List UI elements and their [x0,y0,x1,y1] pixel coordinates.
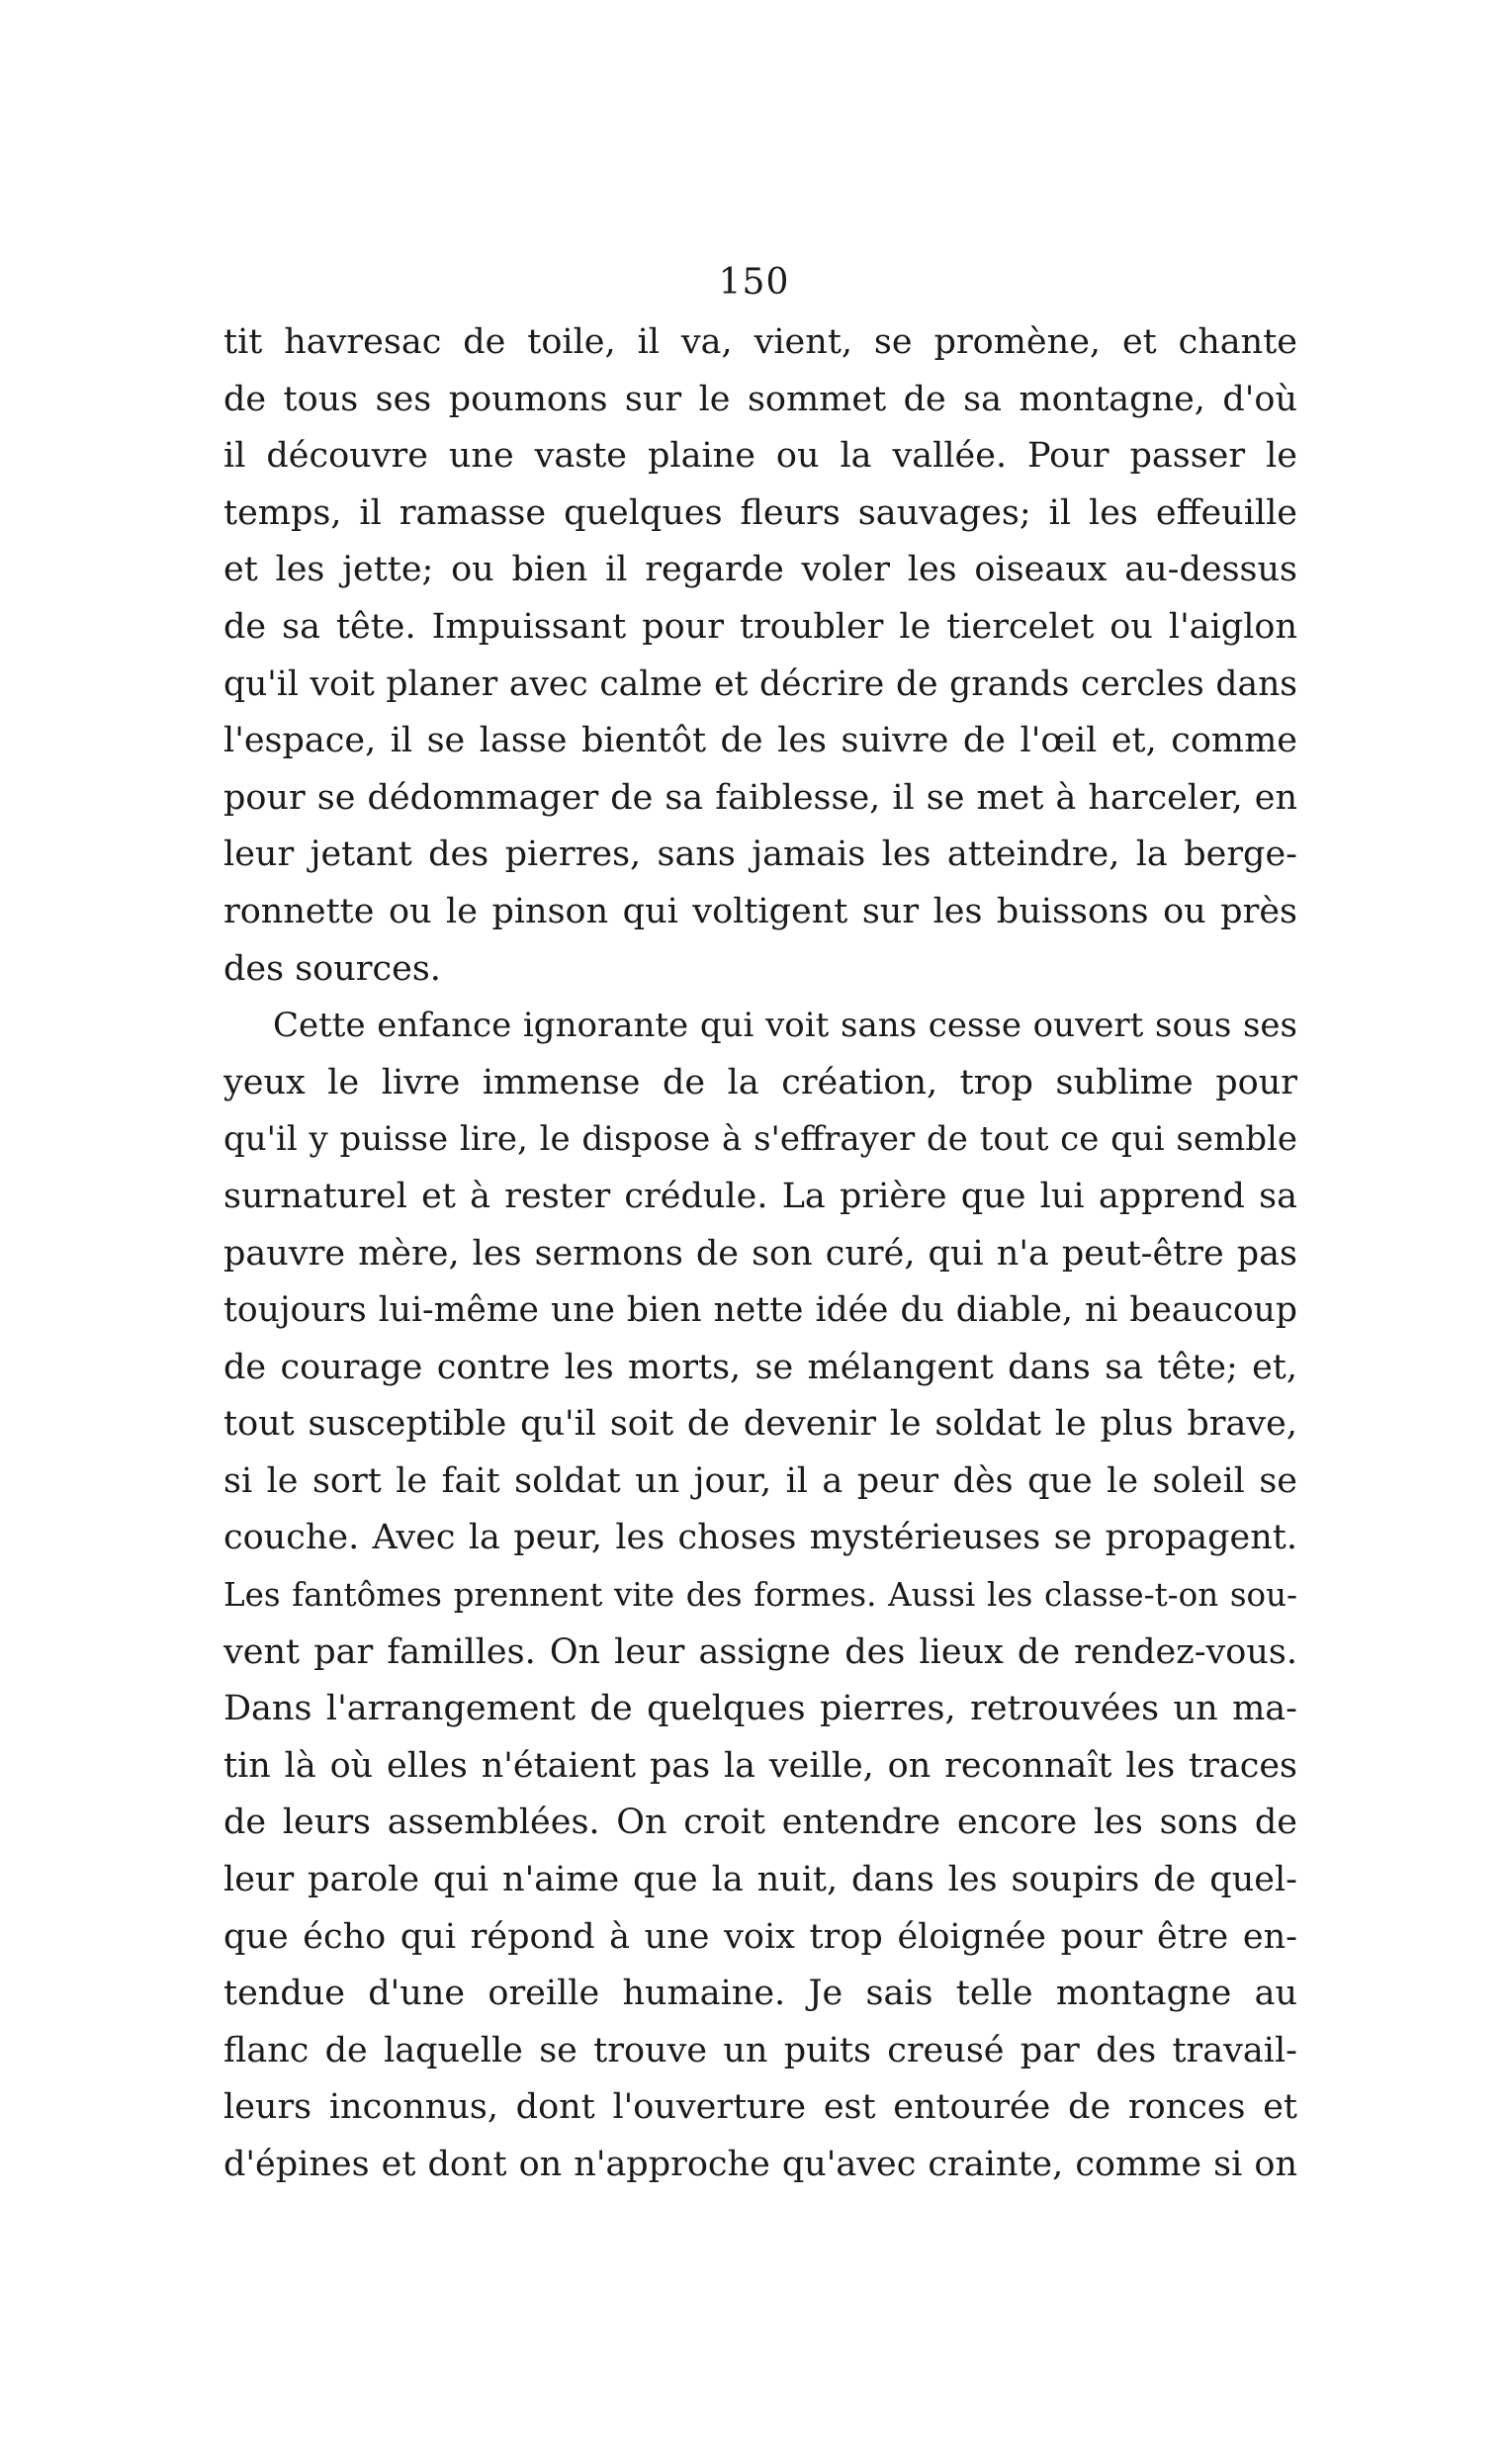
text-line: de courage contre les morts, se mélangent dans sa tête; et, [223,1347,1297,1387]
text-line: surnaturel et à rester crédule. La prière que lui apprend sa [223,1176,1297,1216]
text-line: pour se dédommager de sa faiblesse, il se met à harceler, en [223,777,1297,818]
text-line: il découvre une vaste plaine ou la vallée. Pour passer le [223,436,1297,477]
text-line: flanc de laquelle se trouve un puits creusé par des travail- [223,2030,1297,2070]
page-number: 150 [718,262,790,303]
text-line: tin là où elles n'étaient pas la veille, on reconnaît les traces [223,1745,1297,1786]
paragraph-1 [223,314,1297,998]
text-line: pauvre mère, les sermons de son curé, qui n'a peut-être pas [223,1233,1297,1274]
text-line: yeux le livre immense de la création, trop sublime pour [223,1062,1297,1102]
body-text [223,314,1297,2194]
text-line: Dans l'arrangement de quelques pierres, retrouvées un ma- [223,1689,1297,1729]
text-line: des sources. [223,948,441,989]
text-line: qu'il y puisse lire, le dispose à s'effrayer de tout ce qui semble [223,1119,1297,1160]
text-line: tout susceptible qu'il soit de devenir le soldat le plus brave, [223,1404,1297,1445]
text-line: tit havresac de toile, il va, vient, se promène, et chante [223,322,1297,362]
text-line: toujours lui-même une bien nette idée du diable, ni beaucoup [223,1290,1297,1331]
text-line: leur jetant des pierres, sans jamais les atteindre, la berge- [223,835,1297,875]
text-line: vent par familles. On leur assigne des lieux de rendez-vous. [223,1631,1297,1672]
text-line: d'épines et dont on n'approche qu'avec crainte, comme si on [223,2145,1297,2184]
text-line: l'espace, il se lasse bientôt de les suivre de l'œil et, comme [223,721,1297,761]
text-line: couche. Avec la peur, les choses mystérieuses se propagent. [223,1518,1297,1558]
text-line: de leurs assemblées. On croit entendre encore les sons de [223,1803,1297,1843]
text-line: ronnette ou le pinson qui voltigent sur les buissons ou près [223,891,1297,931]
text-line: temps, il ramasse quelques fleurs sauvages; il les effeuille [223,492,1297,533]
text-line: leur parole qui n'aime que la nuit, dans les soupirs de quel- [223,1860,1297,1900]
paragraph-2 [223,998,1297,2193]
text-line: Cette enfance ignorante qui voit sans cesse ouvert sous ses [273,1006,1297,1046]
text-line: tendue d'une oreille humaine. Je sais telle montagne au [223,1974,1297,2014]
text-line: qu'il voit planer avec calme et décrire de grands cercles dans [223,663,1297,704]
text-line: de sa tête. Impuissant pour troubler le tiercelet ou l'aiglon [223,606,1297,647]
text-line: de tous ses poumons sur le sommet de sa montagne, d'où [223,379,1297,419]
text-line: si le sort le fait soldat un jour, il a peur dès que le soleil se [223,1460,1297,1501]
text-line: Les fantômes prennent vite des formes. Aussi les classe-t-on sou- [223,1576,1297,1615]
text-line: et les jette; ou bien il regarde voler les oiseaux au-dessus [223,550,1297,590]
text-line: leurs inconnus, dont l'ouverture est entourée de ronces et [223,2087,1297,2128]
text-line: que écho qui répond à une voix trop éloignée pour être en- [223,1916,1297,1957]
